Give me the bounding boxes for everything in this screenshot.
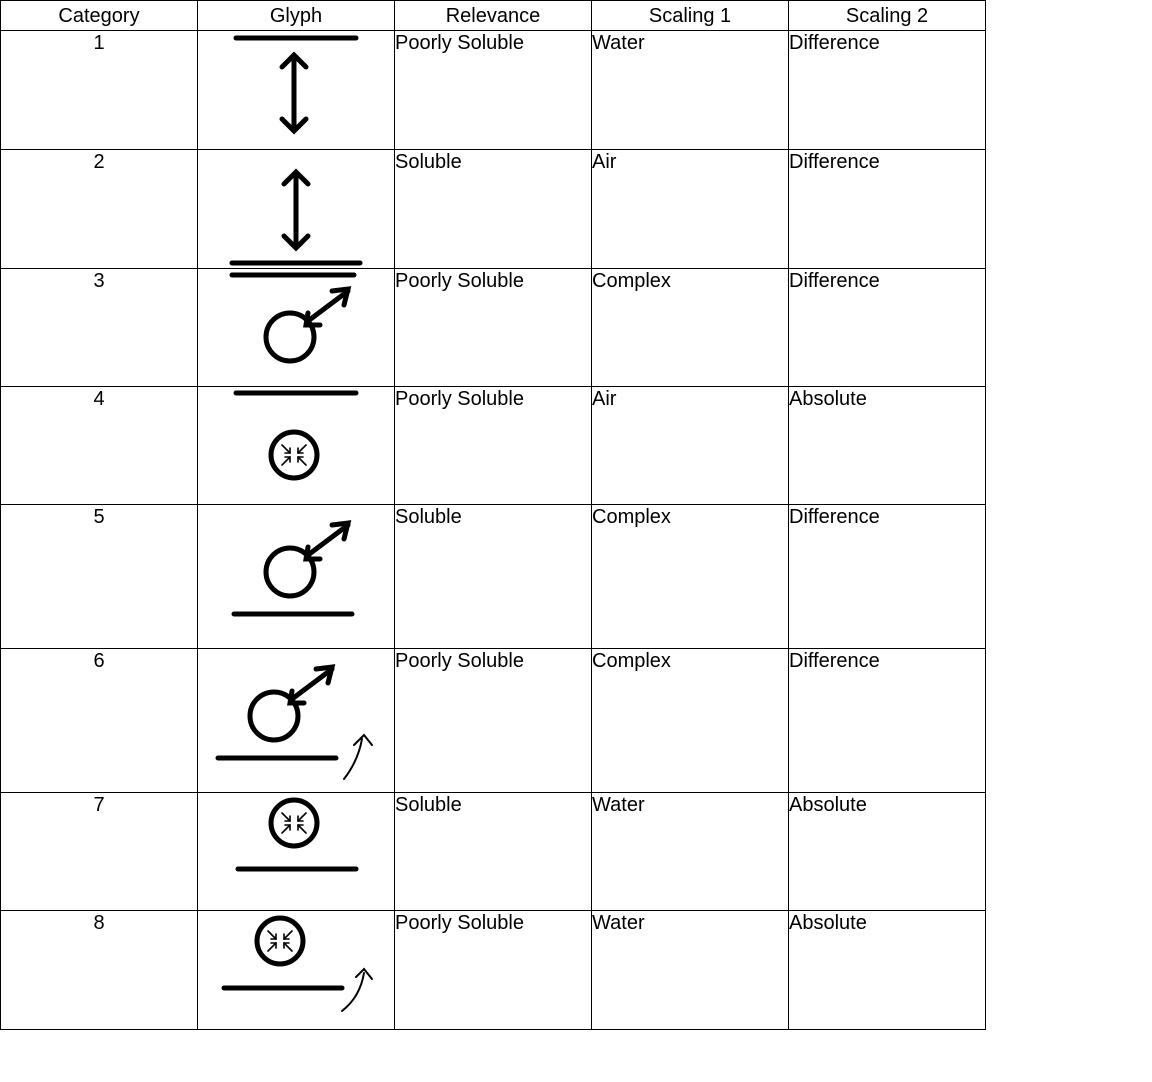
compressed-circle-below-line-icon	[198, 387, 395, 505]
relevance-cell: Poorly Soluble	[395, 649, 592, 793]
scaling-2-cell: Difference	[789, 31, 986, 150]
relevance-cell: Soluble	[395, 505, 592, 649]
glyph-cell	[198, 31, 395, 150]
vertical-arrow-below-line-icon	[198, 31, 395, 150]
relevance-cell: Poorly Soluble	[395, 387, 592, 505]
scaling-2-cell: Absolute	[789, 911, 986, 1030]
scaling-2-cell: Absolute	[789, 793, 986, 911]
header-scaling-1: Scaling 1	[592, 1, 789, 31]
scaling-2-cell: Difference	[789, 150, 986, 269]
header-relevance: Relevance	[395, 1, 592, 31]
scaling-1-cell: Complex	[592, 269, 789, 387]
header-glyph: Glyph	[198, 1, 395, 31]
scaling-2-cell: Difference	[789, 269, 986, 387]
header-category: Category	[1, 1, 198, 31]
circle-arrow-above-line-with-flow-icon	[198, 649, 395, 793]
category-cell: 3	[1, 269, 198, 387]
table-row	[1, 269, 986, 387]
scaling-2-cell: Difference	[789, 505, 986, 649]
category-cell: 1	[1, 31, 198, 150]
glyph-cell	[198, 911, 395, 1030]
scaling-2-cell: Difference	[789, 649, 986, 793]
table-row	[1, 387, 986, 505]
relevance-cell: Poorly Soluble	[395, 269, 592, 387]
glyph-cell	[198, 269, 395, 387]
table-row	[1, 649, 986, 793]
glyph-cell	[198, 649, 395, 793]
category-cell: 6	[1, 649, 198, 793]
scaling-1-cell: Complex	[592, 505, 789, 649]
table-row	[1, 505, 986, 649]
category-cell: 5	[1, 505, 198, 649]
category-cell: 4	[1, 387, 198, 505]
scaling-1-cell: Air	[592, 387, 789, 505]
glyph-cell	[198, 793, 395, 911]
header-scaling-2: Scaling 2	[789, 1, 986, 31]
relevance-cell: Poorly Soluble	[395, 911, 592, 1030]
circle-arrow-below-double-line-icon	[198, 269, 395, 387]
category-cell: 7	[1, 793, 198, 911]
header-row	[1, 1, 986, 31]
compressed-circle-above-line-icon	[198, 793, 395, 911]
category-cell: 2	[1, 150, 198, 269]
table-row	[1, 911, 986, 1030]
scaling-1-cell: Complex	[592, 649, 789, 793]
relevance-cell: Soluble	[395, 793, 592, 911]
compressed-circle-above-line-with-flow-icon	[198, 911, 395, 1030]
table-row	[1, 793, 986, 911]
scaling-2-cell: Absolute	[789, 387, 986, 505]
category-cell: 8	[1, 911, 198, 1030]
glyph-cell	[198, 150, 395, 269]
relevance-cell: Poorly Soluble	[395, 31, 592, 150]
table-row	[1, 150, 986, 269]
scaling-1-cell: Air	[592, 150, 789, 269]
scaling-1-cell: Water	[592, 793, 789, 911]
relevance-cell: Soluble	[395, 150, 592, 269]
vertical-arrow-above-double-line-icon	[198, 150, 395, 269]
scaling-1-cell: Water	[592, 911, 789, 1030]
circle-arrow-above-line-icon	[198, 505, 395, 649]
table-row	[1, 31, 986, 150]
glyph-cell	[198, 505, 395, 649]
glyph-cell	[198, 387, 395, 505]
scaling-1-cell: Water	[592, 31, 789, 150]
